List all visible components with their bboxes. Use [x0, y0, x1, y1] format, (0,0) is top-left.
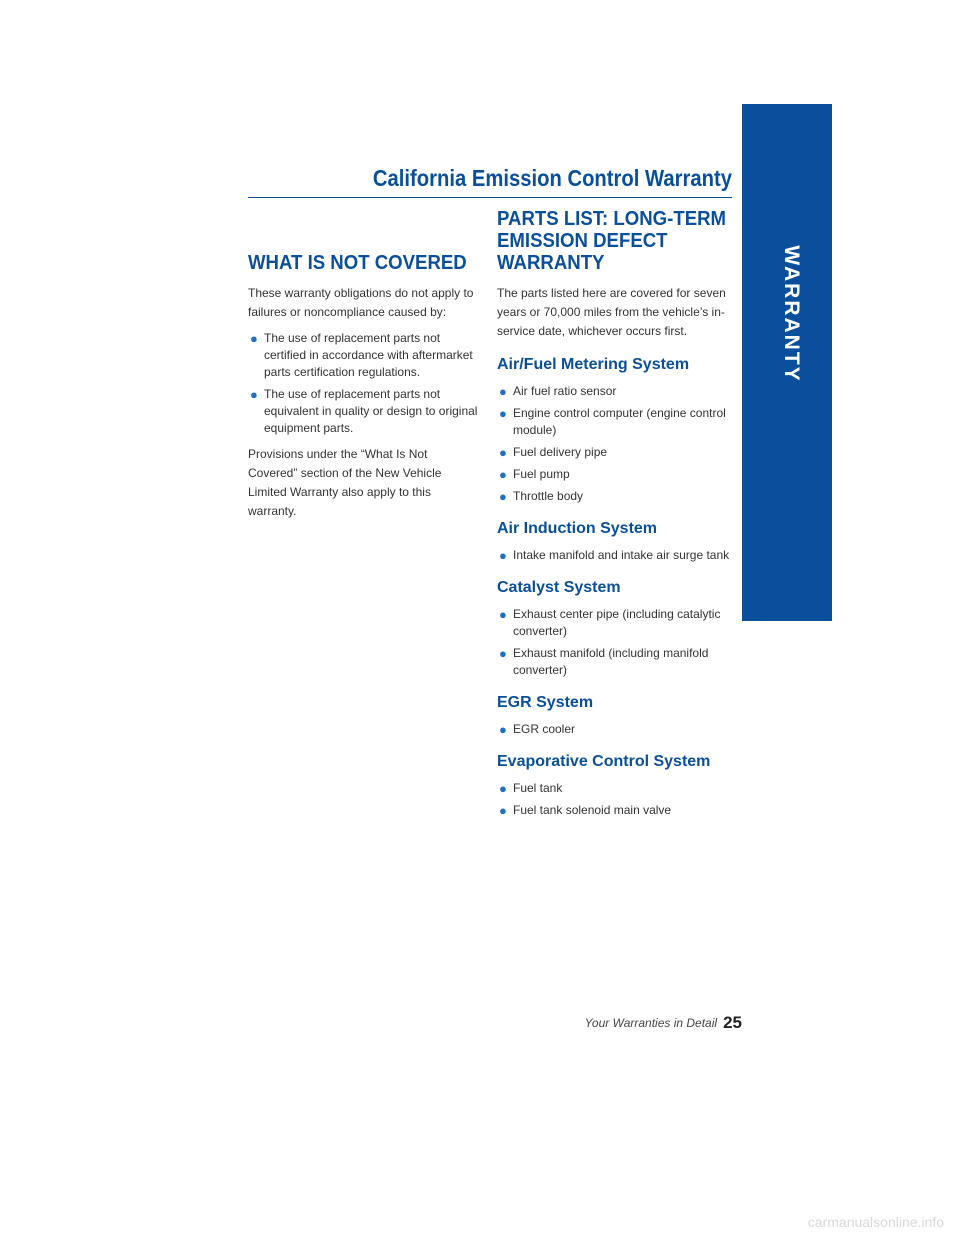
list-item-text: Throttle body — [513, 489, 584, 503]
section-title-egr: EGR System — [497, 694, 594, 711]
left-column — [248, 252, 480, 529]
air-fuel-metering-list — [497, 383, 735, 505]
list-item — [497, 802, 735, 819]
list-item — [497, 444, 735, 461]
bullet-dot-icon: ● — [499, 467, 507, 482]
footer-section-name: Your Warranties in Detail — [584, 1016, 718, 1030]
list-item-text: Exhaust center pipe (including catalytic converter) — [513, 607, 721, 638]
bullet-dot-icon: ● — [499, 803, 507, 818]
list-item-text: Fuel tank solenoid main valve — [513, 803, 672, 817]
list-item-text: Fuel pump — [513, 467, 570, 481]
bullet-dot-icon: ● — [499, 445, 507, 460]
list-item — [497, 721, 735, 738]
list-item — [497, 488, 735, 505]
bullet-dot-icon: ● — [499, 607, 507, 622]
section-title-catalyst: Catalyst System — [497, 579, 621, 596]
bullet-dot-icon: ● — [499, 489, 507, 504]
not-covered-list — [248, 330, 480, 437]
list-item-text: Air fuel ratio sensor — [513, 384, 617, 398]
air-induction-list — [497, 547, 735, 564]
list-item — [497, 547, 735, 564]
list-item-text: The use of replacement parts not equivalent in quality or design to original equipment parts. — [264, 387, 478, 435]
bullet-dot-icon: ● — [250, 331, 258, 346]
list-item-text: EGR cooler — [513, 722, 576, 736]
list-item-text: Fuel delivery pipe — [513, 445, 608, 459]
parts-list-heading-line-3: WARRANTY — [497, 252, 605, 274]
bullet-dot-icon: ● — [499, 548, 507, 563]
not-covered-closing: Provisions under the “What Is Not Covered” section of the New Vehicle Limited Warranty also apply to this warranty. — [248, 447, 442, 518]
egr-list — [497, 721, 735, 738]
parts-list-heading-line-1: PARTS LIST: LONG-TERM — [497, 208, 727, 230]
parts-list-intro: The parts listed here are covered for seven years or 70,000 miles from the vehicle’s in-service date, whichever occurs first. — [497, 286, 726, 338]
bullet-dot-icon: ● — [250, 387, 258, 402]
catalyst-list — [497, 606, 735, 679]
list-item-text: Intake manifold and intake air surge tank — [513, 548, 730, 562]
list-item — [248, 386, 480, 437]
section-title-air-fuel-metering: Air/Fuel Metering System — [497, 356, 690, 373]
list-item-text: The use of replacement parts not certified in accordance with aftermarket parts certification regulations. — [264, 331, 473, 379]
right-column — [497, 208, 735, 824]
watermark-text: carmanualsonline.info — [807, 1214, 944, 1230]
list-item — [497, 466, 735, 483]
title-divider — [248, 197, 732, 198]
bullet-dot-icon: ● — [499, 406, 507, 421]
evaporative-control-list — [497, 780, 735, 819]
list-item-text: Exhaust manifold (including manifold converter) — [513, 646, 709, 677]
list-item-text: Engine control computer (engine control module) — [513, 406, 726, 437]
page-footer — [585, 1013, 742, 1033]
page-title: California Emission Control Warranty — [372, 165, 732, 191]
list-item — [497, 405, 735, 439]
section-title-evaporative-control: Evaporative Control System — [497, 753, 711, 770]
list-item-text: Fuel tank — [513, 781, 563, 795]
bullet-dot-icon: ● — [499, 646, 507, 661]
list-item — [248, 330, 480, 381]
section-title-air-induction: Air Induction System — [497, 520, 658, 537]
parts-list-heading-line-2: EMISSION DEFECT — [497, 230, 668, 252]
side-tab-label: WARRANTY — [780, 245, 803, 383]
bullet-dot-icon: ● — [499, 384, 507, 399]
page-number: 25 — [723, 1013, 742, 1032]
list-item — [497, 645, 735, 679]
not-covered-heading: WHAT IS NOT COVERED — [248, 252, 467, 274]
bullet-dot-icon: ● — [499, 722, 507, 737]
list-item — [497, 383, 735, 400]
list-item — [497, 780, 735, 797]
not-covered-intro: These warranty obligations do not apply to failures or noncompliance caused by: — [248, 286, 474, 319]
bullet-dot-icon: ● — [499, 781, 507, 796]
list-item — [497, 606, 735, 640]
section-side-tab — [742, 104, 832, 621]
